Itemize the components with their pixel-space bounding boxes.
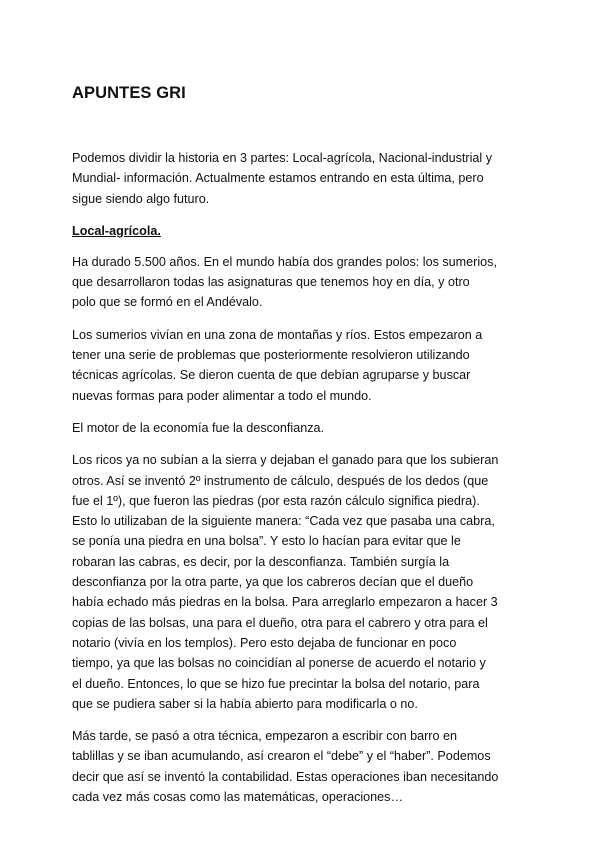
section-heading: Local-agrícola. xyxy=(72,223,161,238)
text-line: robaran las cabras, es decir, por la desconfianza. También surgía la xyxy=(72,554,450,569)
text-line: copias de las bolsas, una para el dueño, otra para el cabrero y otra para el xyxy=(72,615,488,630)
text-line: técnicas agrícolas. Se dieron cuenta de que debían agruparse y buscar xyxy=(72,368,471,383)
text-line: El motor de la economía fue la desconfianza. xyxy=(72,420,325,435)
paragraph xyxy=(72,252,542,313)
text-line: Esto lo utilizaban de la siguiente manera: “Cada vez que pasaba una cabra, xyxy=(72,514,495,529)
text-line: tener una serie de problemas que posteriormente resolvieron utilizando xyxy=(72,348,470,363)
text-line: nuevas formas para poder alimentar a todo el mundo. xyxy=(72,388,372,403)
document-body xyxy=(72,148,542,819)
paragraph xyxy=(72,325,542,406)
document-title: APUNTES GRI xyxy=(72,84,186,102)
text-line: se ponía una piedra en una bolsa”. Y esto lo hacían para evitar que le xyxy=(72,534,461,549)
text-line: decir que así se inventó la contabilidad. Estas operaciones iban necesitando xyxy=(72,769,499,784)
text-line: tiempo, ya que las bolsas no coincidían al ponerse de acuerdo el notario y xyxy=(72,656,486,671)
text-line: Podemos dividir la historia en 3 partes: Local-agrícola, Nacional-industrial y xyxy=(72,151,492,165)
text-line: el dueño. Entonces, lo que se hizo fue precintar la bolsa del notario, para xyxy=(72,676,480,691)
text-line: había echado más piedras en la bolsa. Para arreglarlo empezaron a hacer 3 xyxy=(72,595,498,610)
text-line: Los sumerios vivían en una zona de montañas y ríos. Estos empezaron a xyxy=(72,327,483,342)
text-line: Ha durado 5.500 años. En el mundo había dos grandes polos: los sumerios, xyxy=(72,254,497,269)
text-line: cada vez más cosas como las matemáticas, operaciones… xyxy=(72,790,404,805)
text-line: Mundial- información. Actualmente estamos entrando en esta última, pero xyxy=(72,171,484,186)
text-line: Más tarde, se pasó a otra técnica, empezaron a escribir con barro en xyxy=(72,729,458,744)
paragraph xyxy=(72,450,542,714)
text-line: Los ricos ya no subían a la sierra y dejaban el ganado para que los subieran xyxy=(72,453,499,468)
paragraph xyxy=(72,726,542,807)
text-line: tablillas y se iban acumulando, así crearon el “debe” y el “haber”. Podemos xyxy=(72,749,491,764)
text-line: polo que se formó en el Andévalo. xyxy=(72,295,263,310)
intro-paragraph xyxy=(72,148,542,209)
text-line: que desarrollaron todas las asignaturas que tenemos hoy en día, y otro xyxy=(72,275,470,290)
text-line: fue el 1º), que fueron las piedras (por esta razón cálculo significa piedra). xyxy=(72,493,480,508)
text-line: notario (vivía en los templos). Pero esto dejaba de funcionar en poco xyxy=(72,635,457,650)
text-line: otros. Así se inventó 2º instrumento de cálculo, después de los dedos (que xyxy=(72,473,489,488)
text-line: sigue siendo algo futuro. xyxy=(72,191,210,206)
text-line: que se pudiera saber si la había abierto para modificarla o no. xyxy=(72,696,418,711)
text-line: desconfianza por la otra parte, ya que los cabreros decían que el dueño xyxy=(72,575,474,590)
paragraph xyxy=(72,418,542,438)
